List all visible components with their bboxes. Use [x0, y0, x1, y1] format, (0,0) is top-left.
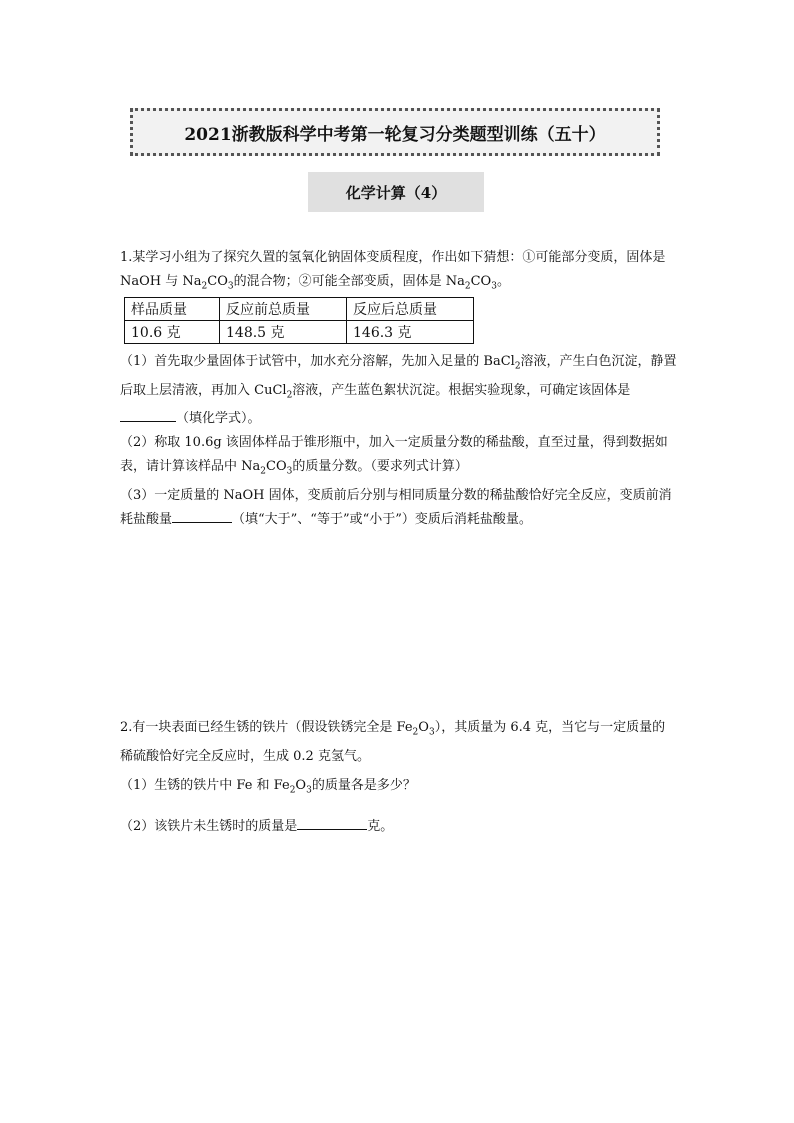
- q2-intro-sub: 3: [428, 727, 435, 738]
- q2-p2-text: （2）该铁片未生锈时的质量是: [120, 819, 298, 834]
- q1-p1-text: 溶液，产生白色沉淀，静置后取上层清液，再加入 CuCl: [120, 354, 677, 398]
- q1-intro-sub: 2: [201, 281, 208, 292]
- q1-part-2: [120, 431, 678, 484]
- q2-p2-text: 克。: [367, 819, 394, 834]
- data-table: [124, 297, 474, 344]
- q1-p2-sub: 3: [286, 466, 293, 477]
- q1-p3-text: （填“大于”、“等于”或“小于”）变质后消耗盐酸量。: [232, 511, 532, 527]
- q1-p1-sub: 2: [286, 390, 293, 401]
- section-subtitle: 化学计算（4）: [308, 172, 484, 212]
- q2-intro-text: 2.有一块表面已经生锈的铁片（假设铁锈完全是 Fe: [120, 720, 413, 735]
- table-cell: 146.3 克: [347, 321, 474, 344]
- q1-intro-sub: 3: [227, 281, 234, 292]
- q1-p1-text: 溶液，产生蓝色絮状沉淀。根据实验现象，可确定该固体是: [292, 382, 631, 398]
- question-1-parts: [120, 350, 678, 532]
- table-cell: 10.6 克: [125, 321, 220, 344]
- q1-intro-text: 的混合物；②可能全部变质，固体是 Na: [233, 274, 465, 289]
- q1-intro-text: 。: [496, 274, 510, 289]
- q2-p1-text: （1）生锈的铁片中 Fe 和 Fe: [120, 778, 290, 793]
- q1-intro-text: CO: [470, 274, 492, 289]
- table-header-cell: 反应后总质量: [347, 298, 474, 321]
- answer-blank[interactable]: [297, 815, 367, 830]
- q2-intro-text: ），其质量为 6.4 克，当它与一定质量的稀硫酸恰好完全反应时，生成 0.2 克氢气。: [120, 720, 666, 764]
- q1-p2-text: CO: [266, 459, 287, 475]
- table-row: [125, 321, 474, 344]
- question-1-intro: [120, 246, 678, 299]
- answer-blank[interactable]: [120, 407, 176, 422]
- table-header-cell: 反应前总质量: [220, 298, 347, 321]
- q2-p1-sub: 2: [289, 785, 296, 796]
- q2-part-1: [120, 774, 678, 803]
- table-header-cell: 样品质量: [125, 298, 220, 321]
- q1-p2-text: 的质量分数。（要求列式计算）: [292, 459, 468, 475]
- q1-p2-sub: 2: [260, 466, 266, 477]
- q1-p3-text: （3）一定质量的 NaOH 固体，变质前后分别与相同质量分数的稀盐酸恰好完全反应，变质前消耗盐酸量: [120, 487, 672, 527]
- q1-intro-text: 1.某学习小组为了探究久置的氢氧化钠固体变质程度，作出如下猜想：①可能部分变质，固体是 NaOH 与 Na: [120, 250, 666, 289]
- q1-intro-text: CO: [207, 274, 228, 289]
- q2-intro-sub: 2: [412, 727, 419, 738]
- q1-p2-text: （2）称取 10.6g 该固体样品于锥形瓶中，加入一定质量分数的稀盐酸，直至过量，得到数据如表，请计算该样品中 Na: [120, 435, 668, 475]
- q2-intro-text: O: [418, 720, 429, 735]
- page-title: 2021浙教版科学中考第一轮复习分类题型训练（五十）: [130, 108, 660, 156]
- question-2-intro: [120, 716, 678, 769]
- q2-p1-sub: 3: [306, 785, 312, 796]
- q1-intro-sub: 3: [491, 281, 497, 292]
- q1-part-1: [120, 350, 678, 431]
- q2-p1-text: O: [295, 778, 307, 793]
- q1-p1-text: （填化学式）。: [176, 411, 261, 427]
- answer-blank[interactable]: [172, 508, 232, 523]
- q1-intro-sub: 2: [464, 281, 471, 292]
- q2-p1-text: 的质量各是多少？: [311, 778, 416, 793]
- q1-p1-text: （1）首先取少量固体于试管中，加水充分溶解，先加入足量的 BaCl: [120, 354, 515, 369]
- table-header-row: [125, 298, 474, 321]
- q1-part-3: [120, 484, 678, 532]
- q2-part-2: [120, 815, 678, 839]
- table-cell: 148.5 克: [220, 321, 347, 344]
- q1-p1-sub: 2: [514, 361, 521, 372]
